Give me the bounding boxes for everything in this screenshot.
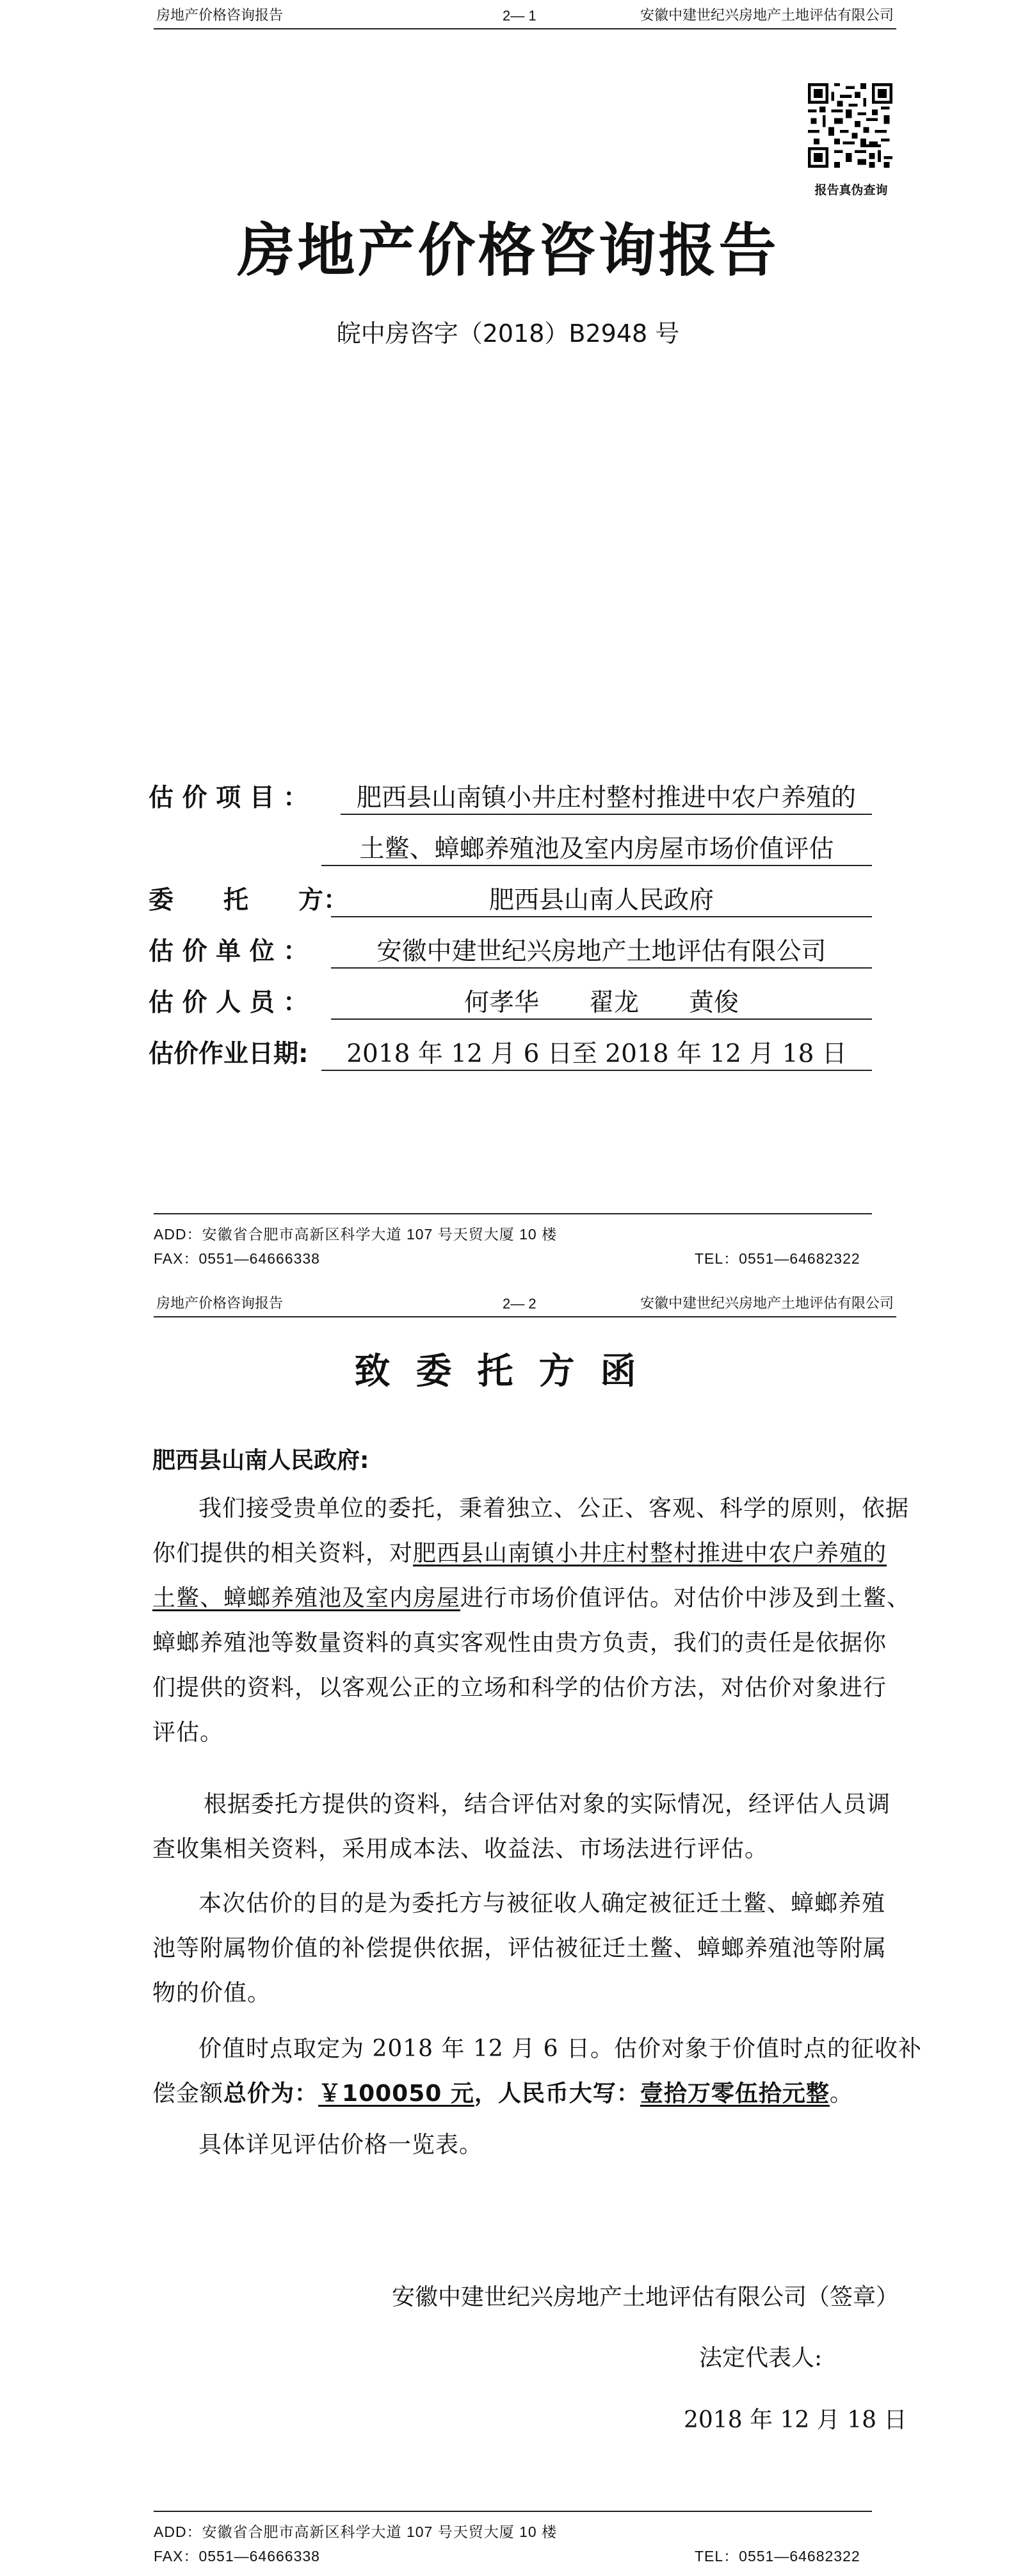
paragraph-line: 物的价值。 (152, 1980, 271, 2006)
appraisers-label: 估 价 人 员 ： (149, 988, 309, 1017)
rmb-uppercase-label: ，人民币大写： (474, 2081, 640, 2107)
total-price-value: ￥100050 元 (318, 2081, 474, 2107)
report-title: 房地产价格咨询报告 (237, 217, 779, 284)
footer-address: ADD：安徽省合肥市高新区科学大道 107 号天贸大厦 10 楼 (154, 1226, 558, 1243)
text-segment: 你们提供的相关资料，对 (152, 1540, 414, 1566)
compensation-amount-line (152, 2075, 853, 2108)
work-date-row (149, 1034, 898, 1072)
running-header-page2 (154, 1288, 896, 1317)
client-value: 肥西县山南人民政府 (331, 880, 872, 917)
paragraph-line: 池等附属物价值的补偿提供依据，评估被征迁土鳖、蟑螂养殖池等附属 (152, 1935, 887, 1961)
work-date-value: 2018 年 12 月 6 日至 2018 年 12 月 18 日 (321, 1034, 872, 1071)
underlined-project-name: 土鳖、蟑螂养殖池及室内房屋 (152, 1585, 461, 1611)
footer-divider (154, 2511, 872, 2512)
header-report-name: 房地产价格咨询报告 (156, 7, 284, 23)
running-header (154, 0, 896, 29)
header-page-number: 2— 2 (503, 1296, 536, 1312)
paragraph-line: 查收集相关资料，采用成本法、收益法、市场法进行评估。 (152, 1836, 769, 1862)
appraisers-row (149, 983, 898, 1021)
paragraph-line: 蟑螂养殖池等数量资料的真实客观性由贵方负责，我们的责任是依据你 (152, 1630, 887, 1656)
paragraph-line: 价值时点取定为 2018 年 12 月 6 日。估价对象于价值时点的征收补 (198, 2036, 922, 2062)
header-page-number: 2— 1 (503, 8, 536, 24)
document-number: 皖中房咨字（2018）B2948 号 (336, 319, 680, 348)
signature-date: 2018 年 12 月 18 日 (684, 2407, 907, 2433)
appraiser-org-row (149, 931, 898, 970)
qr-caption: 报告真伪查询 (814, 183, 888, 197)
header-company-name: 安徽中建世纪兴房地产土地评估有限公司 (640, 1295, 894, 1311)
footer-divider (154, 1213, 872, 1214)
underlined-project-name: 肥西县山南镇小井庄村整村推进中农户养殖的 (413, 1540, 887, 1566)
footer-fax: FAX：0551—64666338 (154, 1250, 320, 1267)
text-segment: 。 (829, 2081, 853, 2107)
paragraph-line (152, 1580, 910, 1613)
qr-code-icon[interactable] (808, 83, 892, 168)
project-row-continued (149, 829, 898, 867)
footer-fax: FAX：0551—64666338 (154, 2548, 320, 2564)
project-row (149, 778, 898, 816)
legal-representative: 法定代表人: (699, 2345, 823, 2371)
paragraph-line (152, 1535, 887, 1568)
header-company-name: 安徽中建世纪兴房地产土地评估有限公司 (640, 7, 894, 23)
text-segment: 偿金额 (152, 2081, 224, 2107)
total-price-label: 总价为： (223, 2081, 319, 2107)
paragraph-line: 我们接受贵单位的委托，秉着独立、公正、客观、科学的原则，依据 (198, 1495, 910, 1522)
text-segment: 进行市场价值评估。对估价中涉及到土鳖、 (460, 1585, 911, 1611)
letter-title: 致委托方函 (354, 1351, 662, 1392)
project-label: 估 价 项 目 ： (149, 784, 309, 812)
footer-address: ADD：安徽省合肥市高新区科学大道 107 号天贸大厦 10 楼 (154, 2524, 558, 2540)
paragraph-line: 评估。 (152, 1719, 224, 1746)
header-report-name: 房地产价格咨询报告 (156, 1295, 284, 1311)
work-date-label: 估价作业日期: (149, 1040, 309, 1068)
rmb-uppercase-value: 壹拾万零伍拾元整 (640, 2081, 830, 2107)
signature-company: 安徽中建世纪兴房地产土地评估有限公司（签章） (392, 2284, 899, 2310)
footer-tel: TEL：0551—64682322 (695, 1250, 860, 1267)
letter-salutation: 肥西县山南人民政府: (152, 1447, 369, 1474)
appraiser-org-label: 估 价 单 位 ： (149, 937, 309, 966)
appraiser-org-value: 安徽中建世纪兴房地产土地评估有限公司 (331, 931, 872, 969)
project-value-line1: 肥西县山南镇小井庄村整村推进中农户养殖的 (341, 778, 872, 815)
cover-page (0, 0, 1016, 1280)
footer-tel: TEL：0551—64682322 (695, 2548, 860, 2564)
client-label: 委 托 方： (149, 886, 349, 915)
paragraph-line: 们提供的资料，以客观公正的立场和科学的估价方法，对估价对象进行 (152, 1675, 887, 1701)
paragraph-line: 具体详见评估价格一览表。 (198, 2132, 483, 2158)
paragraph-line: 本次估价的目的是为委托方与被征收人确定被征迁土鳖、蟑螂养殖 (198, 1890, 886, 1917)
paragraph-line: 根据委托方提供的资料，结合评估对象的实际情况，经评估人员调 (204, 1791, 891, 1817)
appraisers-value: 何孝华 翟龙 黄俊 (331, 983, 872, 1020)
project-value-line2: 土鳖、蟑螂养殖池及室内房屋市场价值评估 (321, 829, 872, 866)
client-row (149, 880, 898, 919)
